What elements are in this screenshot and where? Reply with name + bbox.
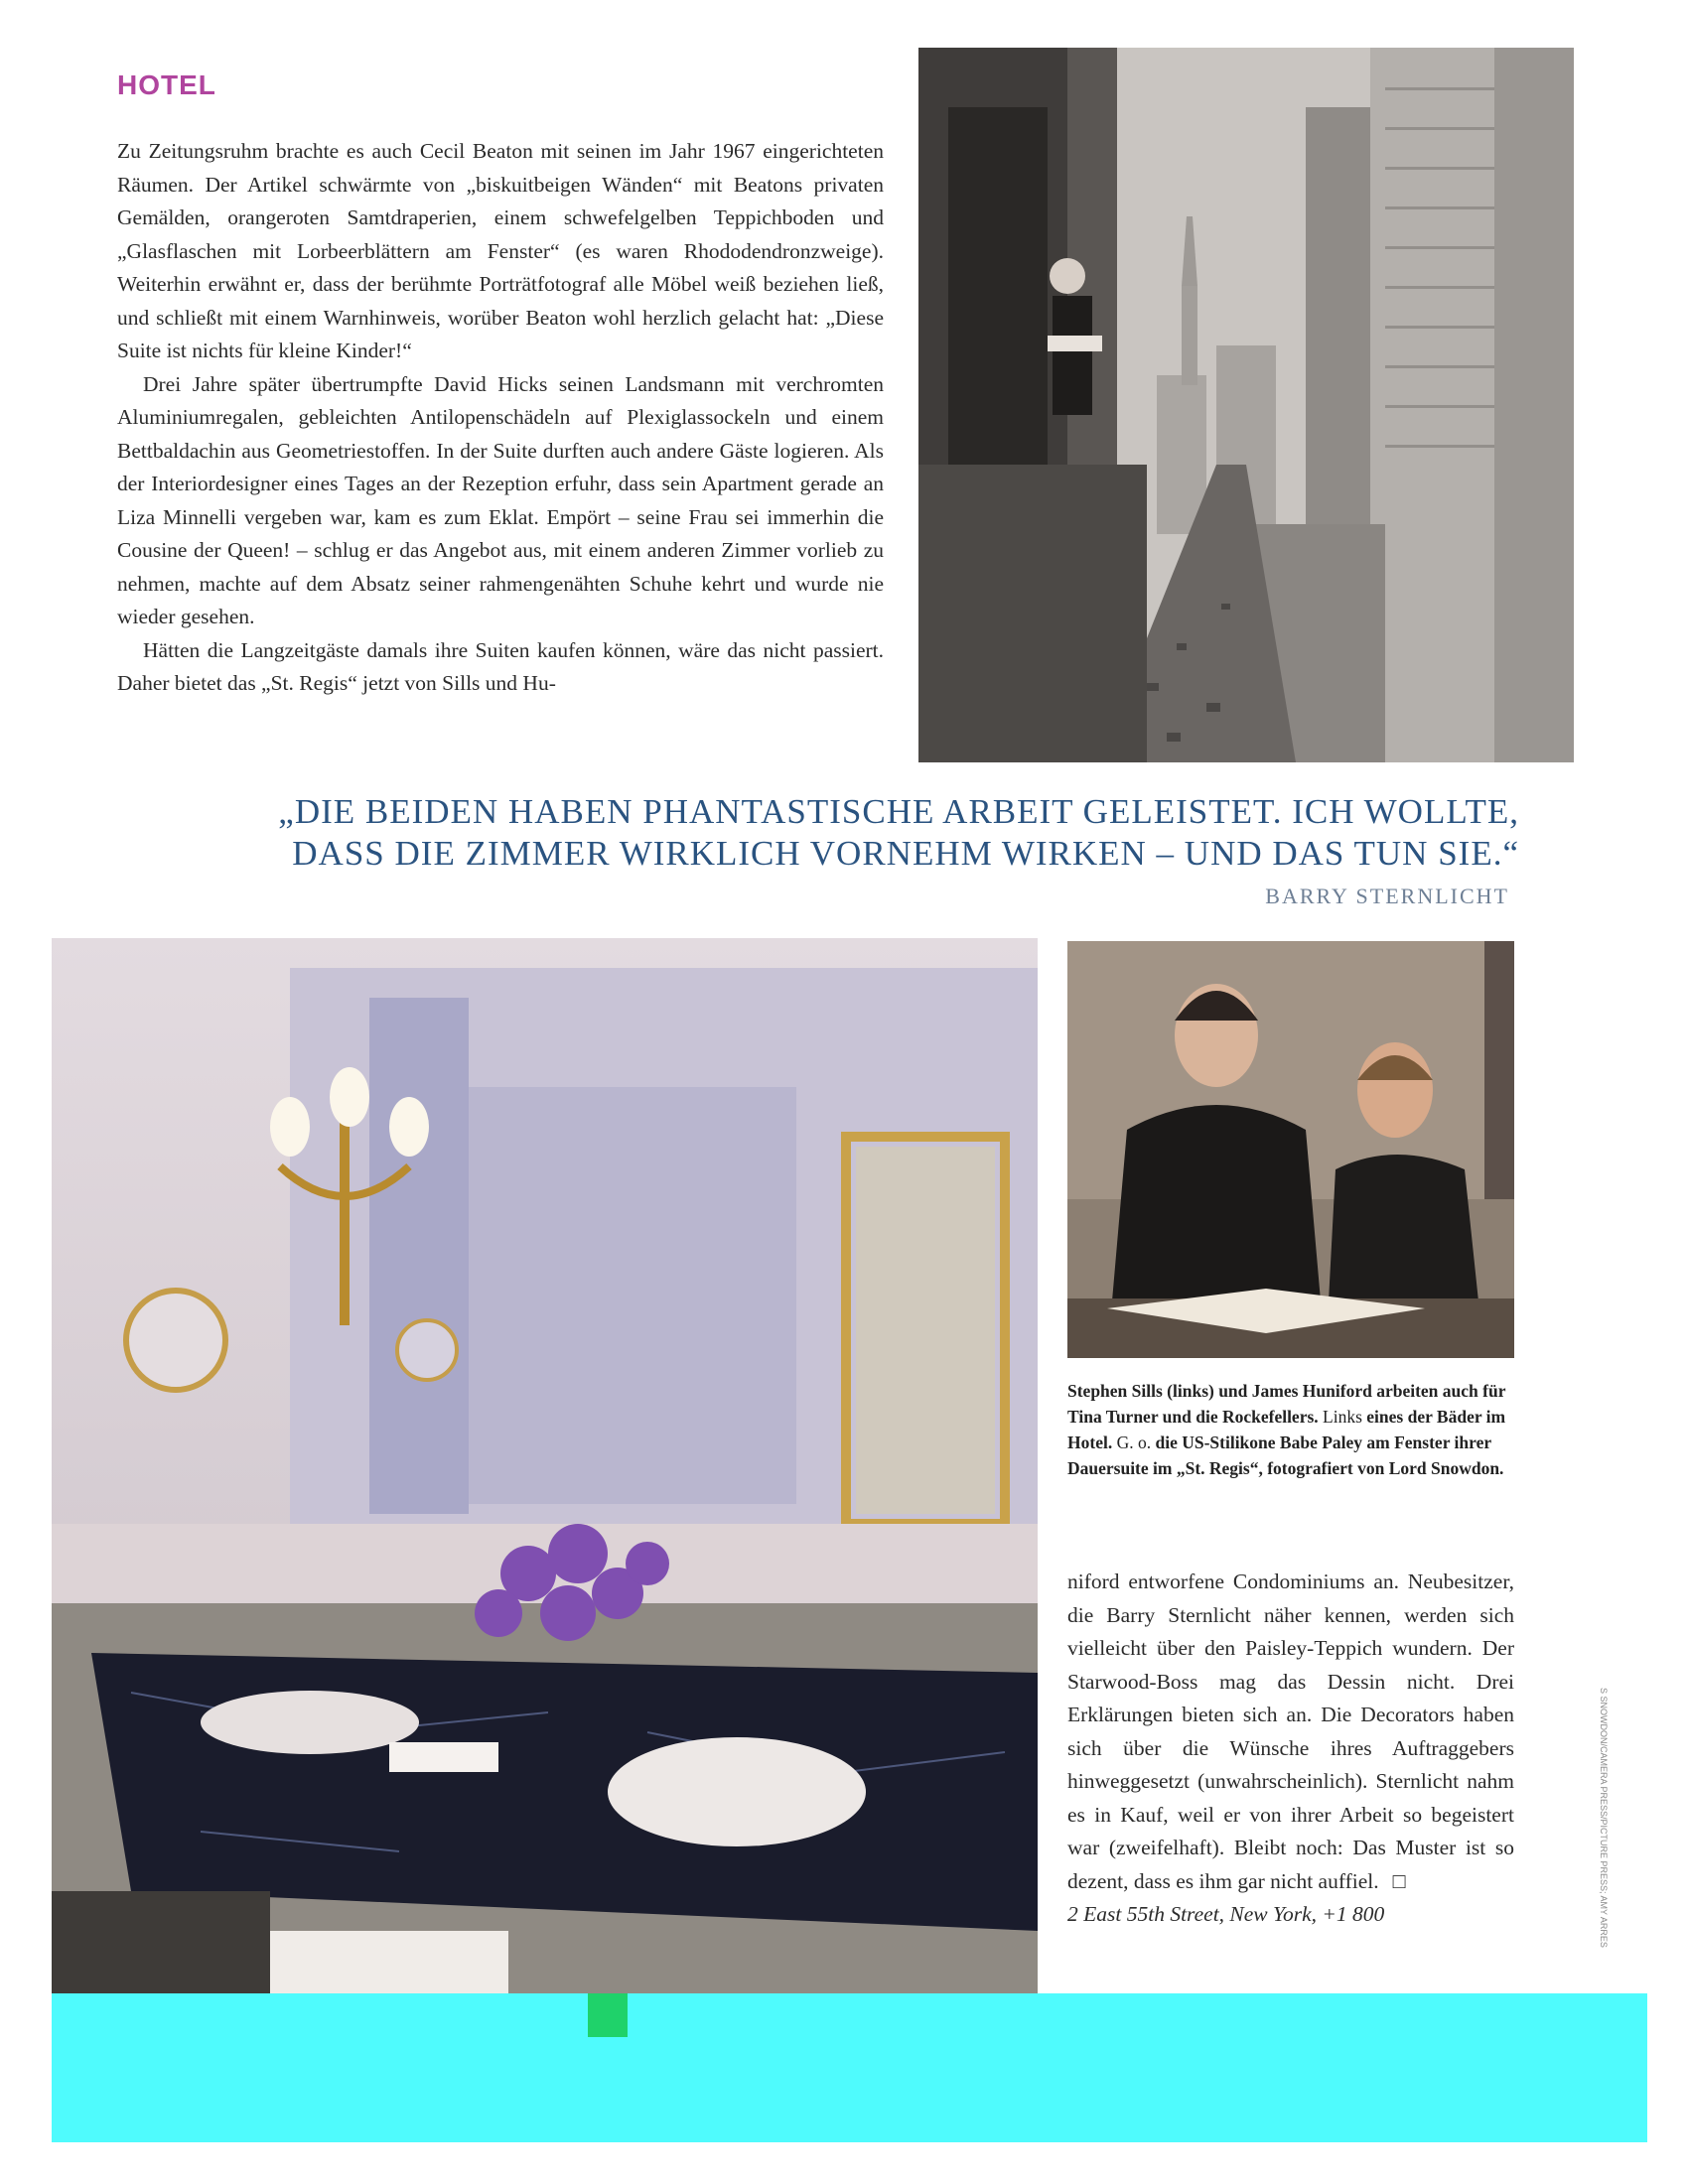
- hotel-address: 2 East 55th Street, New York, +1 800: [1067, 1902, 1385, 1926]
- section-label: HOTEL: [117, 69, 216, 100]
- pull-quote: [99, 791, 1519, 875]
- bathroom-photo: [52, 938, 1038, 2040]
- caption-text: G. o.: [1112, 1433, 1156, 1452]
- article-column-1: [117, 135, 884, 701]
- caption-text: eines der Bäder im Hotel.: [1067, 1407, 1506, 1452]
- pull-quote-line: „DIE BEIDEN HABEN PHANTASTISCHE ARBEIT GELEISTET. ICH WOLLTE,: [278, 792, 1519, 831]
- caption-text: Stephen Sills (links) und James Huniford arbeiten auch für Tina Turner und die Rockefellers.: [1067, 1381, 1506, 1427]
- article-column-2: [1067, 1566, 1514, 1932]
- green-overlay-block: [588, 1993, 628, 2037]
- caption-text: die US-Stilikone Babe Paley am Fenster ihrer Dauersuite im „St. Regis“, fotografiert von Lord Snowdon.: [1067, 1433, 1504, 1478]
- photo-credit: S SNOWDON/CAMERA PRESS/PICTURE PRESS; AMY ARRES: [1599, 1688, 1609, 1948]
- pull-quote-line: DASS DIE ZIMMER WIRKLICH VORNEHM WIRKEN – UND DAS TUN SIE.“: [292, 834, 1519, 873]
- paragraph: Zu Zeitungsruhm brachte es auch Cecil Beaton mit seinen im Jahr 1967 eingerichteten Räumen. Der Artikel schwärmte von „biskuitbeigen Wänden“ mit Beatons privaten Gemälden, orangeroten Samtdraperien, einem schwefelgelben Teppichboden und „Glasflaschen mit Lorbeerblättern am Fenster“ (es waren Rhododendronzweige). Weiterhin erwähnt er, dass der berühmte Porträtfotograf alle Möbel weiß beziehen ließ, und schließt mit einem Warnhinweis, worüber Beaton wohl herzlich gelacht hat: „Diese Suite ist nichts für kleine Kinder!“: [117, 139, 884, 362]
- quote-author: BARRY STERNLICHT: [1265, 884, 1509, 908]
- photo-caption: [1067, 1378, 1524, 1481]
- paragraph: Drei Jahre später übertrumpfte David Hicks seinen Landsmann mit verchromten Aluminiumregalen, gebleichten Antilopenschädeln auf Plexiglassockeln und einem Bettbaldachin aus Geometriestoffen. In der Suite durften auch andere Gäste logieren. Als der Interiordesigner eines Tages an der Rezeption erfuhr, dass sein Apartment gerade an Liza Minnelli vergeben war, kam es zum Eklat. Empört – seine Frau sei immerhin die Cousine der Queen! – schlug er das Angebot aus, mit einem anderen Zimmer vorlieb zu nehmen, machte auf dem Absatz seiner rahmengenähten Schuhe kehrt und wurde nie wieder gesehen.: [117, 371, 884, 628]
- paragraph: [1067, 1566, 1514, 1898]
- paragraph: Hätten die Langzeitgäste damals ihre Suiten kaufen können, wäre das nicht passiert. Daher bietet das „St. Regis“ jetzt von Sills und Hu-: [117, 637, 884, 695]
- cyan-overlay-block: [52, 1993, 1647, 2142]
- end-mark-icon: □: [1392, 1868, 1406, 1893]
- city-street-photo: [918, 48, 1574, 762]
- designers-portrait-photo: [1067, 941, 1514, 1358]
- caption-text: Links: [1318, 1407, 1367, 1427]
- paragraph-text: niford entworfene Condominiums an. Neubesitzer, die Barry Sternlicht näher kennen, werden sich vielleicht über den Paisley-Teppich wundern. Der Starwood-Boss mag das Dessin nicht. Drei Erklärungen bieten sich an. Die Decorators haben sich über die Wünsche ihres Auftraggebers hinweggesetzt (unwahrscheinlich). Sternlicht nahm es in Kauf, weil er von ihrer Arbeit so begeistert war (zweifelhaft). Bleibt noch: Das Muster ist so dezent, dass es ihm gar nicht auffiel.: [1067, 1570, 1514, 1893]
